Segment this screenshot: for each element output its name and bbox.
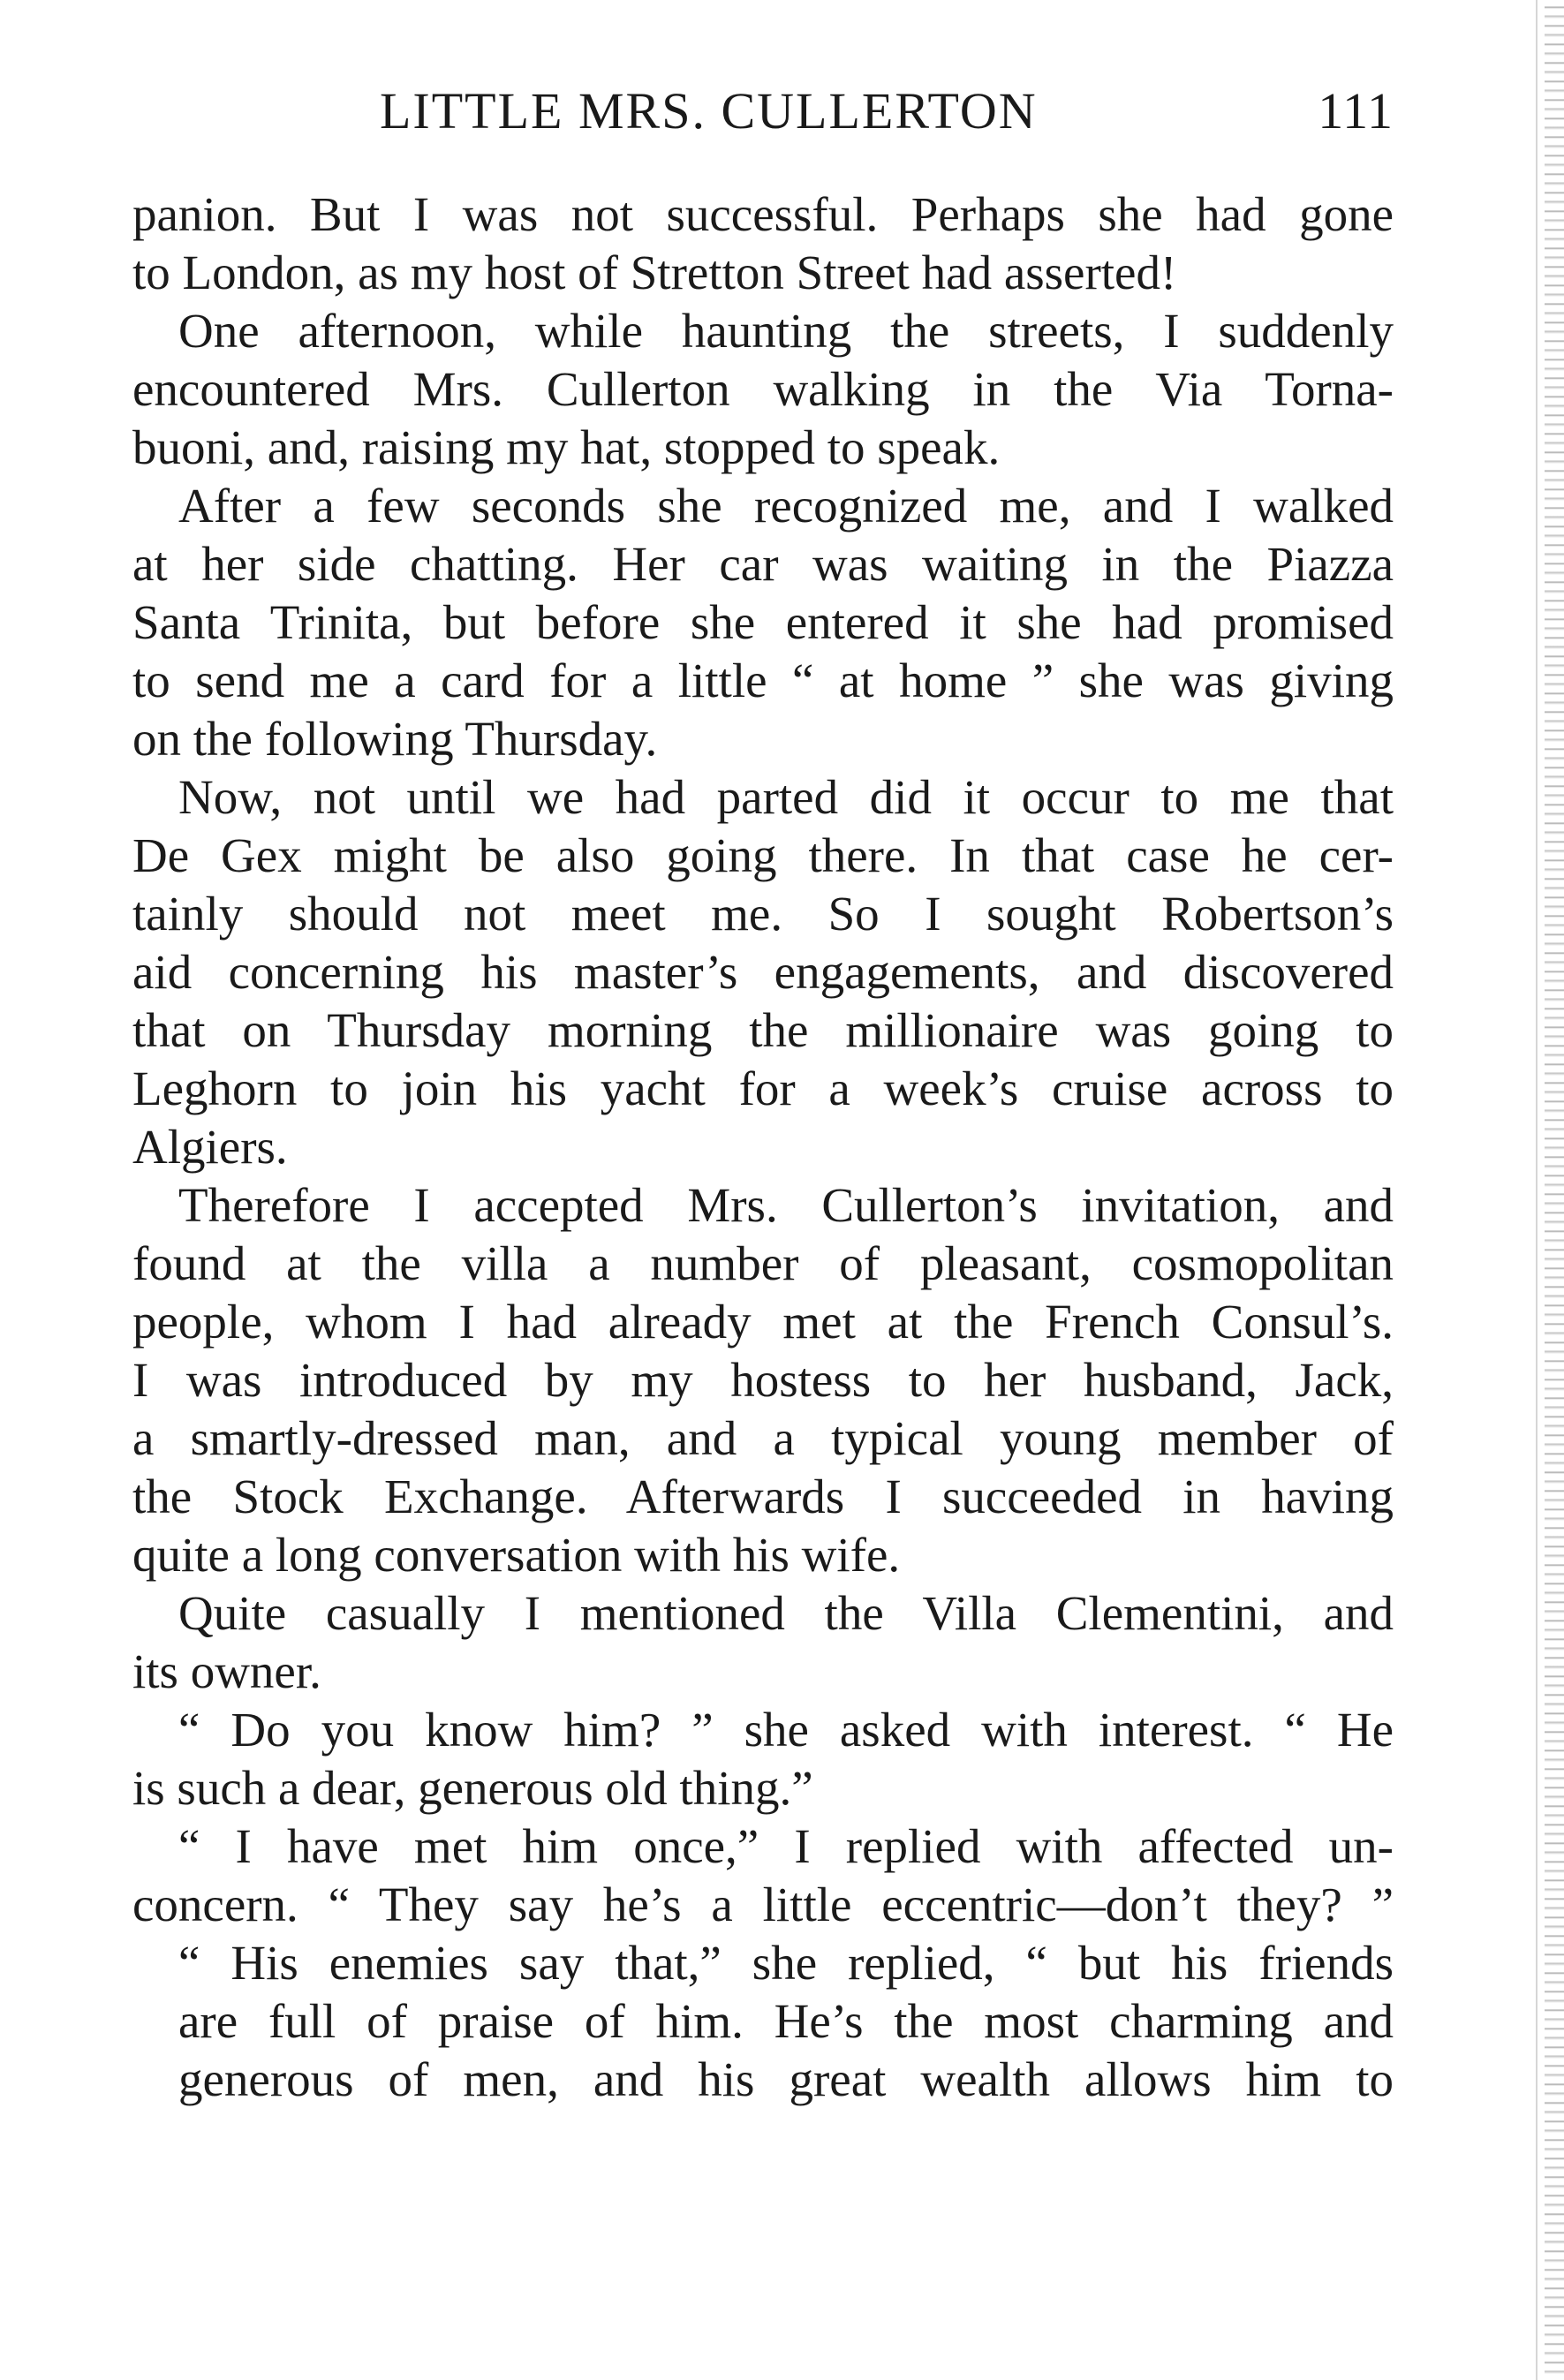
text-line: is such a dear, generous old thing.” [132,1761,813,1815]
text-line: Now, not until we had parted did it occur to me that [178,770,1394,824]
text-line: concern. “ They say he’s a little eccentric—don’t they? ” [132,1878,1394,1931]
text-line: “ His enemies say that,” she replied, “ but his friends [178,1936,1394,1990]
text-line: at her side chatting. Her car was waiting in the Piazza [132,537,1394,591]
text-line: Quite casually I mentioned the Villa Clementini, and [178,1586,1394,1640]
text-line: I was introduced by my hostess to her husband, Jack, [132,1353,1394,1407]
text-line: “ I have met him once,” I replied with affected un- [178,1819,1394,1873]
text-line: the Stock Exchange. Afterwards I succeeded in having [132,1470,1394,1523]
text-line: encountered Mrs. Cullerton walking in the Via Torna- [132,362,1394,416]
text-line: people, whom I had already met at the French Consul’s. [132,1295,1394,1349]
text-line: Algiers. [132,1120,288,1174]
text-line: Santa Trinita, but before she entered it she had promised [132,595,1394,649]
text-line: quite a long conversation with his wife. [132,1528,901,1582]
text-line: Leghorn to join his yacht for a week’s cruise across to [132,1062,1394,1115]
text-line: its owner. [132,1644,321,1698]
text-line: that on Thursday morning the millionaire was going to [132,1003,1394,1057]
text-line: “ Do you know him? ” she asked with interest. “ He [178,1703,1394,1757]
text-line: aid concerning his master’s engagements, and discovered [132,945,1394,999]
text-line: found at the villa a number of pleasant, cosmopolitan [132,1236,1394,1290]
text-line: De Gex might be also going there. In that case he cer- [132,828,1394,882]
text-line: One afternoon, while haunting the streets, I suddenly [178,304,1394,358]
text-line: a smartly-dressed man, and a typical young member of [132,1411,1394,1465]
text-line: are full of praise of him. He’s the most charming and [178,1994,1394,2048]
text-line: panion. But I was not successful. Perhaps she had gone [132,187,1394,241]
text-line: After a few seconds she recognized me, and I walked [178,479,1394,533]
text-line: Therefore I accepted Mrs. Cullerton’s invitation, and [178,1178,1394,1232]
text-line: on the following Thursday. [132,712,658,766]
binding-shadow [1536,0,1538,2380]
text-line: to send me a card for a little “ at home ” she was giving [132,654,1394,707]
running-head [132,81,1394,152]
body-text [132,185,1394,2109]
text-line: buoni, and, raising my hat, stopped to speak. [132,420,1001,474]
text-line: to London, as my host of Stretton Street had asserted! [132,246,1177,299]
text-line: tainly should not meet me. So I sought Robertson’s [132,887,1394,941]
text-line: generous of men, and his great wealth allows him to [178,2052,1394,2106]
page-number: 111 [1318,82,1394,140]
running-title: LITTLE MRS. CULLERTON [380,82,1038,140]
page-edge-texture [1545,0,1564,2380]
